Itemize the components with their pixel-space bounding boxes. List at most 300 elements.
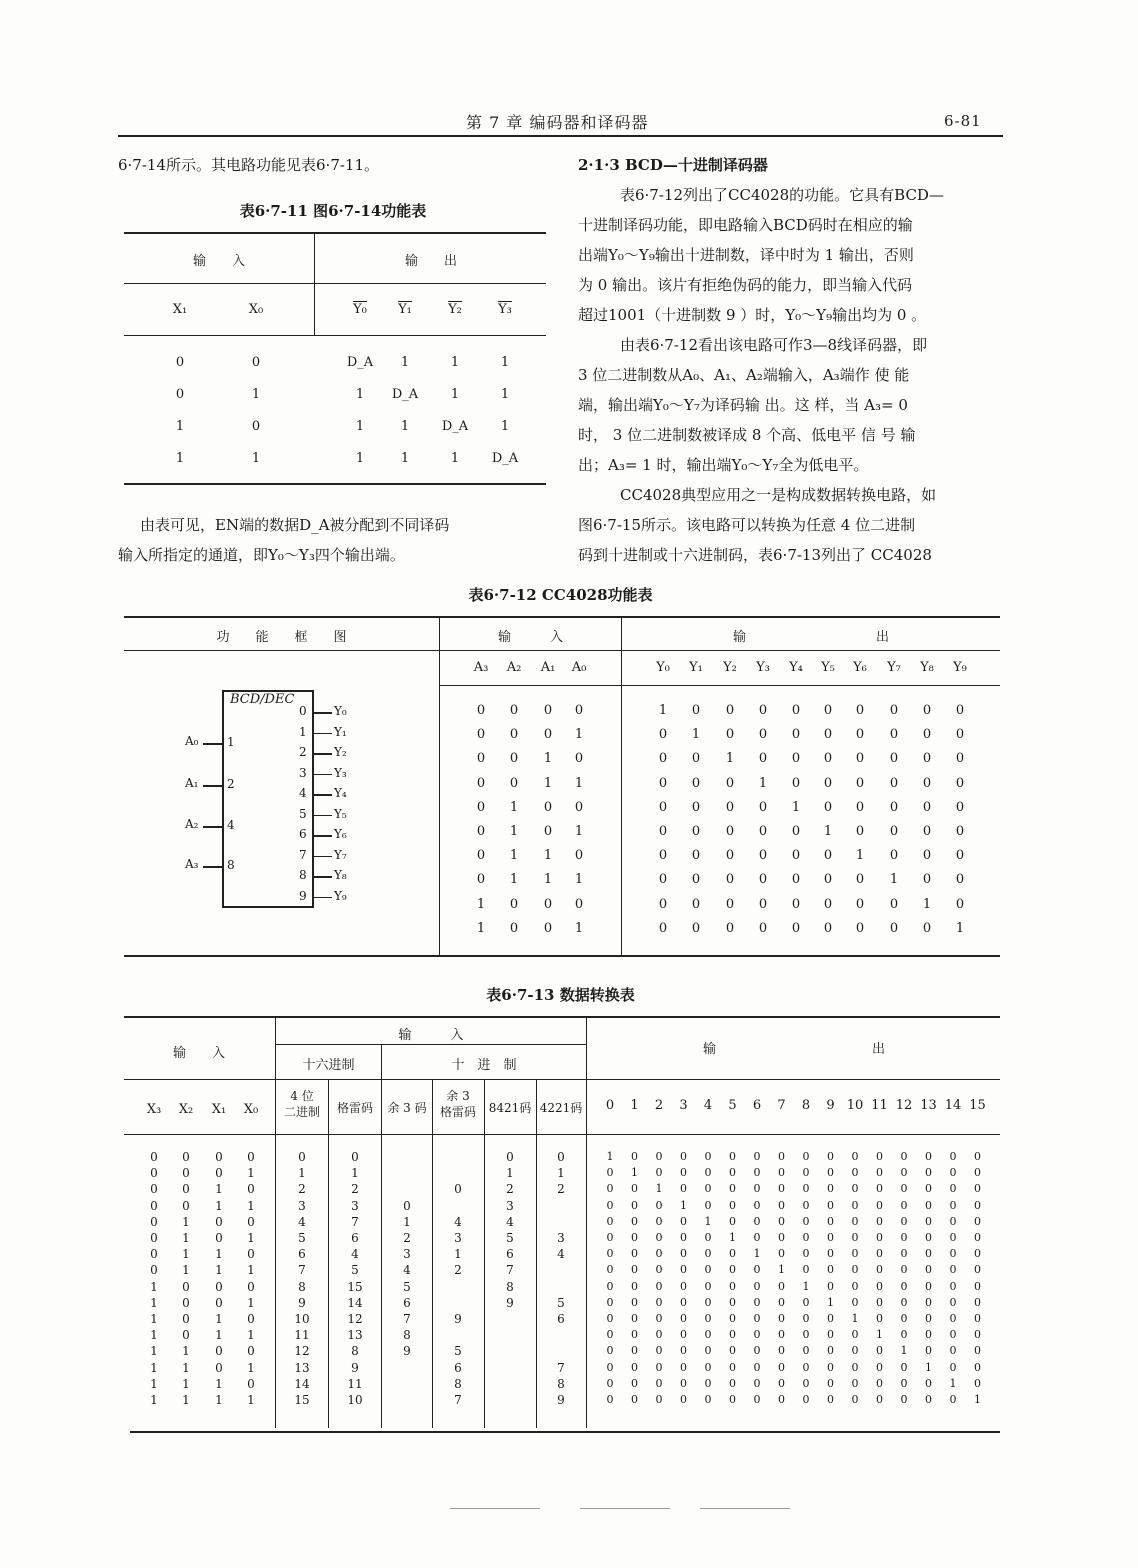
t12-cell: 0 [922, 848, 932, 864]
t13-cell: 1 [606, 1150, 614, 1163]
t12-cell: 0 [889, 799, 899, 815]
t12-cell: 1 [658, 703, 668, 718]
t13-cell: 0 [827, 1328, 834, 1342]
t12-cell: 0 [889, 920, 899, 936]
t13-cell: 3 [506, 1198, 514, 1213]
t12-cell: 0 [543, 896, 553, 912]
t13-cell: 6 [506, 1247, 514, 1262]
t13-cell: 0 [606, 1166, 614, 1180]
t13-cell: 0 [606, 1312, 614, 1325]
t13-cell: 0 [827, 1263, 834, 1277]
t13-output-col-head: 11 [871, 1098, 888, 1113]
t13-cell: 0 [729, 1182, 736, 1196]
t13-cell: 0 [851, 1360, 859, 1374]
t13-cell: 7 [506, 1263, 514, 1278]
t13-cell: 0 [729, 1279, 736, 1293]
t13-output-col-head: 1 [630, 1098, 639, 1113]
t13-x-col-head: X₃ [146, 1102, 162, 1117]
t13-cell: 0 [182, 1182, 190, 1197]
right-text-line: 时， 3 位二进制数被译成 8 个高、低电平 信 号 输 [578, 426, 916, 444]
t12-cell: 1 [509, 848, 519, 864]
t12-cell: 0 [725, 872, 735, 888]
t13-cell: 1 [704, 1214, 712, 1228]
t13-cell: 6 [298, 1247, 306, 1262]
t13-cell: 2 [298, 1182, 306, 1197]
t13-cell: 0 [655, 1263, 663, 1277]
t13-cell: 1 [900, 1344, 908, 1358]
t12-cell: 0 [658, 824, 668, 839]
t12-output-head: 输 出 [732, 630, 889, 645]
t13-cell: 0 [949, 1263, 957, 1277]
block-title: BCD/DEC [230, 692, 295, 707]
t13-cell: 0 [925, 1376, 932, 1390]
t13-cell: 0 [925, 1393, 932, 1406]
t13-cell: 0 [631, 1376, 638, 1390]
t13-cell: 0 [876, 1376, 883, 1390]
t13-cell: 0 [802, 1344, 810, 1358]
t13-cell: 0 [704, 1231, 712, 1244]
t12-cell: 1 [889, 872, 899, 888]
block-output-label: Y₀ [334, 704, 347, 718]
t13-cell: 1 [802, 1279, 810, 1293]
t13-cell: 0 [215, 1295, 223, 1310]
t13-cell: 0 [753, 1312, 761, 1325]
t12-cell: 0 [922, 799, 932, 815]
t12-cell: 0 [855, 920, 865, 936]
t13-cell: 0 [753, 1295, 761, 1309]
t13-cell: 0 [949, 1150, 957, 1163]
t13-cell: 0 [606, 1247, 614, 1261]
t13-cell: 0 [729, 1295, 736, 1309]
t13-cell: 0 [778, 1214, 785, 1228]
t12-cell: 0 [791, 848, 801, 864]
table-13-caption: 表6·7-13 数据转换表 [486, 986, 635, 1004]
t13-cell: 0 [802, 1393, 810, 1406]
block-output-label: Y₁ [334, 724, 347, 739]
block-input-line [203, 785, 222, 787]
block-output-line [312, 897, 332, 899]
t12-cell: 0 [791, 920, 801, 936]
t13-cell: 0 [876, 1247, 883, 1261]
t13-cell: 0 [851, 1263, 859, 1277]
t13-cell: 0 [900, 1231, 908, 1244]
t13-cell: 3 [403, 1247, 411, 1262]
t12-cell: 0 [509, 920, 519, 936]
t12-cell: 0 [574, 799, 584, 815]
t13-cell: 2 [506, 1182, 514, 1197]
block-output-pin: 2 [299, 745, 307, 759]
t13-cell: 0 [778, 1182, 785, 1196]
t13-cell: 0 [680, 1295, 687, 1309]
t12-input-col-head: A₁ [540, 660, 556, 675]
t13-cell: 0 [900, 1376, 908, 1390]
t13-code-col-head: 余 3 格雷码 [439, 1089, 476, 1119]
t13-cell: 0 [925, 1182, 932, 1196]
t13-cell: 0 [876, 1312, 883, 1325]
t13-cell: 0 [974, 1344, 981, 1358]
t13-cell: 0 [925, 1344, 932, 1358]
t13-output-col-head: 4 [703, 1098, 713, 1113]
t12-cell: 0 [855, 751, 865, 767]
t13-cell: 10 [347, 1393, 363, 1407]
block-output-line [312, 835, 332, 837]
t13-cell: 0 [753, 1166, 761, 1180]
t12-cell: 0 [476, 824, 486, 839]
right-text-line: 表6·7-12列出了CC4028的功能。它具有BCD— [620, 186, 944, 204]
t12-cell: 0 [823, 703, 833, 718]
t13-cell: 1 [150, 1376, 158, 1391]
t13-cell: 0 [704, 1344, 712, 1358]
block-output-line [312, 815, 332, 817]
block-output-pin: 9 [299, 888, 307, 903]
t12-cell: 0 [476, 751, 486, 767]
t12-cell: 1 [476, 920, 486, 936]
block-output-pin: 5 [299, 806, 307, 821]
t13-cell: 0 [974, 1214, 981, 1228]
t13-cell: 0 [403, 1198, 411, 1213]
t13-cell: 7 [454, 1393, 462, 1407]
t13-cell: 6 [454, 1360, 462, 1375]
t13-cell: 0 [753, 1328, 761, 1342]
t12-cell: 0 [955, 848, 965, 864]
t12-cell: 0 [758, 872, 768, 888]
t12-cell: 1 [509, 799, 519, 815]
t13-cell: 0 [851, 1166, 859, 1180]
t13-cell: 0 [150, 1150, 158, 1164]
t12-input-head: 输 入 [497, 630, 563, 645]
t13-cell: 0 [215, 1344, 223, 1359]
t13-cell: 0 [925, 1231, 932, 1244]
t13-cell: 4 [298, 1214, 306, 1229]
t12-cell: 0 [476, 703, 486, 718]
t13-cell: 0 [900, 1312, 908, 1325]
block-output-pin: 0 [299, 704, 307, 718]
block-output-label: Y₄ [334, 786, 347, 800]
t13-cell: 0 [925, 1198, 932, 1212]
t12-cell: 0 [691, 703, 701, 718]
t13-output-col-head: 13 [920, 1098, 937, 1113]
t12-cell: 0 [889, 775, 899, 791]
block-input-label: A₂ [185, 817, 199, 831]
t13-cell: 0 [851, 1393, 859, 1406]
t13-cell: 0 [247, 1279, 255, 1294]
right-text-line: 出端Y₀～Y₉输出十进制数，译中时为 1 输出，否则 [578, 246, 914, 264]
t12-cell: 0 [922, 872, 932, 888]
t11-col-head: Y₃ [498, 302, 512, 317]
t12-cell: 0 [574, 751, 584, 767]
t13-cell: 0 [827, 1182, 834, 1196]
t13-cell: 0 [876, 1263, 883, 1277]
block-output-line [312, 876, 332, 878]
t13-cell: 1 [215, 1198, 223, 1213]
t11-cell: 0 [251, 355, 261, 370]
t12-cell: 0 [889, 703, 899, 718]
t13-cell: 1 [150, 1344, 158, 1359]
t13-output-col-head: 2 [654, 1098, 664, 1113]
t12-cell: 0 [855, 703, 865, 718]
t13-cell: 0 [655, 1344, 663, 1358]
block-input-line [203, 866, 222, 868]
t13-cell: 0 [150, 1214, 158, 1229]
t13-cell: 0 [949, 1312, 957, 1325]
t12-cell: 0 [725, 727, 735, 743]
t13-output-col-head: 6 [752, 1098, 762, 1113]
block-input-line [203, 826, 222, 828]
t13-cell: 0 [974, 1166, 981, 1180]
t13-cell: 14 [294, 1376, 310, 1391]
t13-cell: 0 [949, 1279, 957, 1293]
t13-cell: 0 [680, 1376, 687, 1390]
t13-cell: 0 [778, 1312, 785, 1325]
t12-output-col-head: Y₃ [756, 660, 770, 675]
t12-cell: 0 [691, 896, 701, 912]
t12-cell: 0 [855, 799, 865, 815]
t13-cell: 0 [351, 1150, 359, 1164]
t13-cell: 0 [974, 1150, 981, 1163]
t13-cell: 0 [974, 1247, 981, 1261]
right-text-line: 图6·7-15所示。该电路可以转换为任意 4 位二进制 [578, 516, 916, 534]
block-output-label: Y₈ [334, 868, 347, 882]
t13-cell: 0 [949, 1344, 957, 1358]
t13-cell: 0 [778, 1198, 785, 1212]
t13-cell: 1 [351, 1166, 359, 1181]
t13-cell: 0 [778, 1279, 785, 1293]
t12-cell: 0 [543, 727, 553, 743]
t13-code-col-head: 4221码 [539, 1101, 583, 1115]
t12-output-col-head: Y₄ [789, 660, 803, 675]
t11-cell: 1 [400, 419, 410, 434]
t13-cell: 0 [925, 1279, 932, 1293]
block-input-label: A₀ [185, 734, 199, 748]
t12-cell: 1 [476, 896, 486, 912]
t13-cell: 1 [215, 1247, 223, 1262]
block-output-label: Y₅ [334, 806, 347, 821]
t13-cell: 0 [680, 1328, 687, 1342]
t13-cell: 6 [403, 1295, 411, 1310]
t13-x-col-head: X₁ [211, 1102, 227, 1117]
t12-cell: 0 [691, 920, 701, 936]
t12-cell: 0 [823, 775, 833, 791]
t13-cell: 0 [753, 1376, 761, 1390]
t13-cell: 0 [876, 1166, 883, 1180]
t12-cell: 0 [855, 775, 865, 791]
t13-cell: 0 [753, 1198, 761, 1212]
t13-cell: 1 [182, 1344, 190, 1359]
t12-cell: 0 [955, 751, 965, 767]
t12-cell: 0 [691, 775, 701, 791]
t13-cell: 0 [704, 1295, 712, 1309]
t13-cell: 0 [680, 1150, 687, 1163]
t13-cell: 0 [729, 1376, 736, 1390]
t12-output-col-head: Y₈ [920, 660, 934, 675]
t12-cell: 0 [955, 799, 965, 815]
t11-cell: 1 [251, 451, 261, 466]
t13-cell: 0 [704, 1182, 712, 1196]
t13-cell: 3 [454, 1231, 462, 1245]
t13-cell: 9 [298, 1295, 306, 1310]
t12-cell: 0 [543, 824, 553, 839]
t13-cell: 1 [182, 1263, 190, 1278]
t12-cell: 0 [691, 751, 701, 767]
t12-cell: 0 [758, 848, 768, 864]
t12-cell: 1 [574, 920, 584, 936]
t13-cell: 0 [247, 1344, 255, 1359]
t13-cell: 1 [215, 1312, 223, 1326]
t13-cell: 0 [215, 1166, 223, 1181]
t13-cell: 0 [150, 1198, 158, 1213]
t13-cell: 0 [655, 1393, 663, 1406]
t13-cell: 0 [729, 1247, 736, 1261]
t13-cell: 8 [351, 1344, 359, 1359]
t13-cell: 1 [182, 1393, 190, 1407]
t12-cell: 0 [955, 727, 965, 743]
t13-cell: 0 [557, 1150, 565, 1164]
t13-cell: 9 [557, 1393, 565, 1407]
t13-cell: 0 [631, 1231, 638, 1244]
t13-cell: 0 [655, 1214, 663, 1228]
t13-cell: 8 [506, 1279, 514, 1294]
t11-col-head: Y₂ [448, 302, 462, 317]
t13-cell: 0 [949, 1295, 957, 1309]
t12-cell: 0 [658, 872, 668, 888]
t11-cell: 1 [400, 451, 410, 466]
t13-output-col-head: 0 [605, 1098, 615, 1113]
t13-cell: 1 [150, 1360, 158, 1375]
t13-dec-head: 十 进 制 [451, 1058, 517, 1073]
block-output-line [312, 733, 332, 735]
t13-output-head: 输 出 [702, 1042, 885, 1057]
t13-cell: 0 [949, 1393, 957, 1406]
t11-cell: D_A [391, 387, 419, 402]
block-output-pin: 3 [299, 765, 307, 780]
t12-cell: 1 [791, 799, 801, 815]
t13-cell: 1 [182, 1376, 190, 1391]
t13-cell: 0 [655, 1328, 663, 1342]
t13-cell: 9 [454, 1312, 462, 1326]
t13-cell: 0 [704, 1150, 712, 1163]
t12-cell: 1 [509, 872, 519, 888]
t13-cell: 7 [351, 1214, 359, 1229]
block-output-label: Y₉ [334, 888, 347, 903]
t13-cell: 14 [347, 1295, 363, 1310]
t13-cell: 0 [704, 1263, 712, 1277]
t13-cell: 0 [900, 1198, 908, 1212]
t11-input-head: 输 入 [192, 254, 245, 269]
left-intro-line: 6·7-14所示。其电路功能见表6·7-11。 [118, 156, 380, 174]
right-text-line: 3 位二进制数从A₀、A₁、A₂端输入，A₃端作 使 能 [578, 366, 910, 384]
t13-cell: 0 [606, 1376, 614, 1390]
t13-cell: 5 [557, 1295, 565, 1310]
t13-cell: 0 [680, 1312, 687, 1325]
t13-cell: 0 [900, 1247, 908, 1261]
t13-cell: 7 [298, 1263, 306, 1278]
t11-cell: 1 [450, 387, 460, 402]
t13-cell: 0 [215, 1150, 223, 1164]
t13-cell: 0 [606, 1295, 614, 1309]
right-text-line: 出；A₃= 1 时，输出端Y₀～Y₇全为低电平。 [578, 456, 869, 474]
t12-cell: 0 [476, 848, 486, 864]
page-number: 6-81 [944, 112, 982, 130]
t13-cell: 0 [851, 1328, 859, 1342]
t13-cell: 0 [655, 1279, 663, 1293]
right-text-line: 十进制译码功能，即电路输入BCD码时在相应的输 [578, 216, 913, 234]
t13-cell: 1 [247, 1360, 255, 1375]
t13-cell: 12 [347, 1312, 363, 1326]
t13-cell: 0 [949, 1166, 957, 1180]
t13-cell: 0 [182, 1150, 190, 1164]
t13-output-col-head: 14 [944, 1098, 962, 1113]
t12-cell: 0 [758, 727, 768, 743]
t13-cell: 0 [606, 1393, 614, 1406]
t12-input-col-head: A₂ [506, 660, 522, 675]
block-output-line [312, 712, 332, 714]
t12-cell: 0 [758, 703, 768, 718]
t13-cell: 0 [704, 1328, 712, 1342]
t13-cell: 0 [680, 1263, 687, 1277]
t13-output-col-head: 5 [728, 1098, 737, 1113]
t12-cell: 1 [691, 727, 701, 743]
t13-cell: 0 [827, 1360, 834, 1374]
t13-cell: 0 [900, 1182, 908, 1196]
t13-cell: 5 [454, 1344, 462, 1359]
t12-cell: 0 [758, 920, 768, 936]
t12-cell: 0 [855, 727, 865, 743]
t12-cell: 0 [922, 920, 932, 936]
t12-cell: 0 [725, 799, 735, 815]
t13-cell: 0 [680, 1231, 687, 1244]
t13-cell: 0 [655, 1166, 663, 1180]
t13-cell: 1 [454, 1247, 462, 1262]
t12-cell: 0 [889, 824, 899, 839]
t12-cell: 0 [574, 896, 584, 912]
t13-cell: 0 [802, 1295, 810, 1309]
t13-cell: 0 [729, 1312, 736, 1325]
t12-cell: 0 [955, 775, 965, 791]
t13-cell: 5 [403, 1279, 411, 1294]
t13-cell: 0 [655, 1360, 663, 1374]
block-output-label: Y₆ [334, 827, 347, 841]
t13-cell: 0 [949, 1328, 957, 1342]
t12-cell: 0 [658, 775, 668, 791]
t13-cell: 0 [851, 1279, 859, 1293]
t13-cell: 0 [827, 1279, 834, 1293]
t12-cell: 0 [658, 896, 668, 912]
t13-cell: 4 [557, 1247, 565, 1262]
t11-cell: 1 [355, 451, 365, 466]
t13-cell: 0 [949, 1247, 957, 1261]
t13-cell: 0 [851, 1198, 859, 1212]
block-input-label: A₃ [185, 857, 199, 871]
t13-cell: 0 [876, 1214, 883, 1228]
t13-cell: 4 [351, 1247, 359, 1262]
t13-cell: 0 [182, 1166, 190, 1181]
t12-cell: 0 [476, 727, 486, 743]
t13-cell: 0 [925, 1295, 932, 1309]
t13-cell: 1 [925, 1360, 932, 1374]
t12-cell: 1 [574, 824, 584, 839]
t13-cell: 3 [557, 1231, 565, 1245]
t13-cell: 0 [729, 1166, 736, 1180]
t12-cell: 0 [543, 920, 553, 936]
t13-cell: 0 [182, 1279, 190, 1294]
t13-output-col-head: 3 [679, 1098, 688, 1113]
t13-cell: 0 [876, 1279, 883, 1293]
block-input-label: A₁ [185, 776, 199, 790]
t13-cell: 0 [876, 1182, 883, 1196]
t13-cell: 0 [778, 1166, 785, 1180]
t11-cell: 1 [355, 387, 365, 402]
t12-cell: 1 [509, 824, 519, 839]
